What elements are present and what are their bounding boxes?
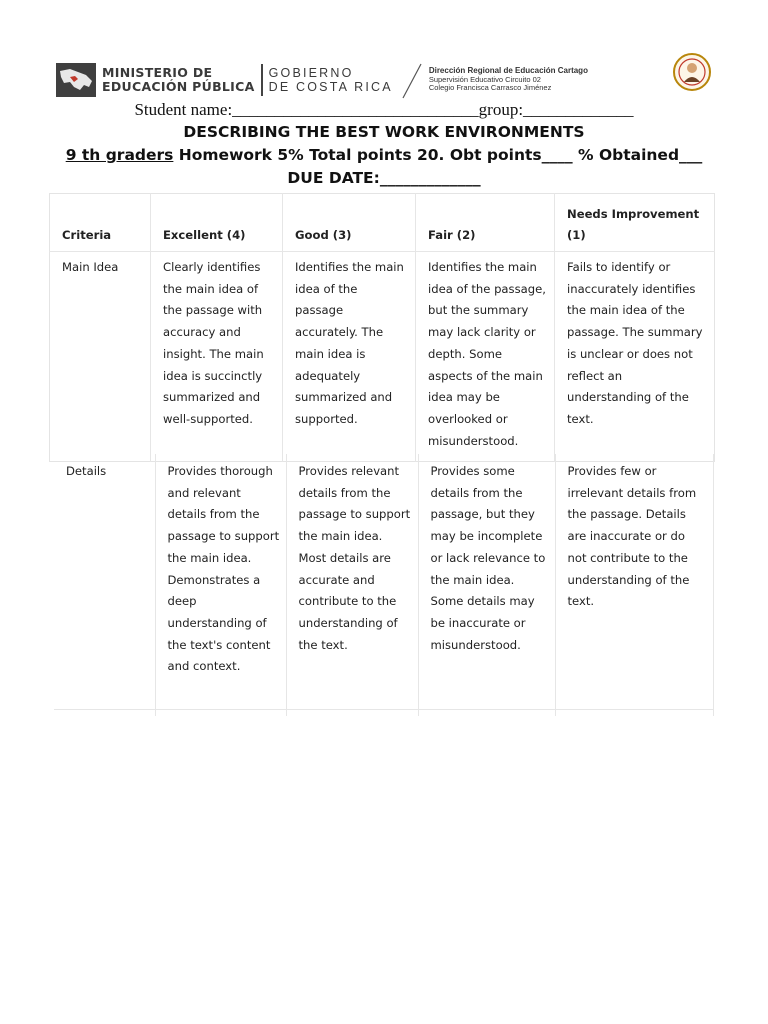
government-line-2: DE COSTA RICA <box>268 80 393 94</box>
good-cell: Identifies the main idea of the passage accurately. The main idea is adequately summarized and supported. <box>283 252 416 462</box>
grade-label: 9 th graders <box>65 146 174 164</box>
points-info: Homework 5% Total points 20. Obt points____ % Obtained___ <box>173 146 703 164</box>
school-seal-icon <box>672 52 712 92</box>
table-row <box>54 454 713 710</box>
fair-cell: Provides some details from the passage, but they may be incomplete or lack relevance to the main idea. Some details may be inaccurate or misunderstood. <box>418 454 555 710</box>
mep-logo <box>56 58 255 102</box>
assignment-title: DESCRIBING THE BEST WORK ENVIRONMENTS <box>183 123 585 141</box>
slash-divider-icon <box>397 60 425 100</box>
government-logo <box>269 66 393 94</box>
costa-rica-map-icon <box>56 63 96 97</box>
student-name-group-line: Student name:_____________________________group:_____________ <box>134 100 634 119</box>
regional-direction-text <box>429 67 588 93</box>
header-needs-improvement: Needs Improvement (1) <box>555 194 715 252</box>
due-date-line: DUE DATE:_____________ <box>287 169 481 187</box>
region-line-3: Colegio Francisca Carrasco Jiménez <box>428 83 552 93</box>
criterion-cell: Details <box>54 454 155 710</box>
region-line-1: Dirección Regional de Educación Cartago <box>428 66 588 76</box>
excellent-cell: Clearly identifies the main idea of the passage with accuracy and insight. The main idea is succinctly summarized and well-supported. <box>151 252 283 462</box>
empty-cell <box>155 710 286 717</box>
ministry-line-1: MINISTERIO DE <box>102 65 213 80</box>
empty-cell <box>418 710 555 717</box>
rubric-table-continued <box>54 454 714 716</box>
empty-cell <box>555 710 713 717</box>
header-fair: Fair (2) <box>416 194 555 252</box>
good-cell: Provides relevant details from the passage to support the main idea. Most details are accurate and contribute to the understanding of the text. <box>286 454 418 710</box>
header-criteria: Criteria <box>50 194 151 252</box>
rubric-table <box>49 193 715 462</box>
region-line-2: Supervisión Educativo Circuito 02 <box>428 74 541 84</box>
header-divider <box>261 64 263 96</box>
header-banner <box>56 58 712 102</box>
excellent-cell: Provides thorough and relevant details from the passage to support the main idea. Demonstrates a deep understanding of the text's content and context. <box>155 454 286 710</box>
fair-cell: Identifies the main idea of the passage, but the summary may lack clarity or depth. Some aspects of the main idea may be overlooked or misunderstood. <box>416 252 555 462</box>
table-row-empty <box>54 710 713 717</box>
needs-improvement-cell: Fails to identify or inaccurately identifies the main idea of the passage. The summary is unclear or does not reflect an understanding of the text. <box>567 260 703 426</box>
header-good: Good (3) <box>283 194 416 252</box>
government-line-1: GOBIERNO <box>268 66 354 80</box>
table-row <box>50 252 715 462</box>
ministry-line-2: EDUCACIÓN PÚBLICA <box>102 79 255 94</box>
empty-cell <box>286 710 418 717</box>
assignment-subtitle <box>0 146 768 164</box>
rubric-header-row <box>50 194 715 252</box>
needs-improvement-cell: Provides few or irrelevant details from the passage. Details are inaccurate or do not contribute to the understanding of the text. <box>555 454 713 710</box>
empty-cell <box>54 710 155 717</box>
header-excellent: Excellent (4) <box>151 194 283 252</box>
criterion-cell: Main Idea <box>50 252 151 462</box>
